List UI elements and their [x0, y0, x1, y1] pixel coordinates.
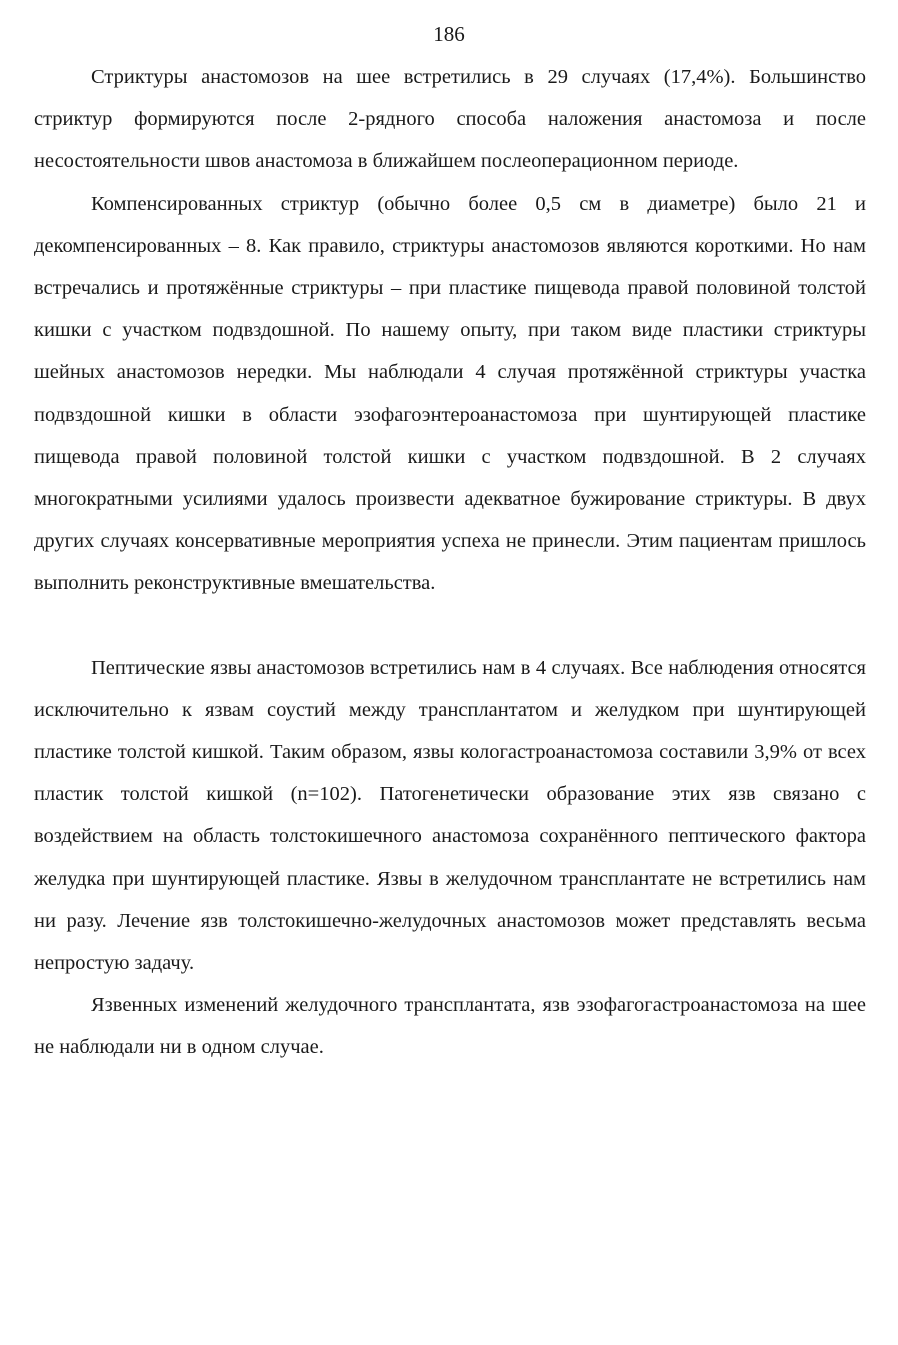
paragraph-ulcer-changes: Язвенных изменений желудочного трансплантата, язв эзофагогастроанастомоза на шее не наблюдали ни в одном случае. [34, 994, 866, 1059]
text-body [34, 56, 866, 1069]
page-number: 186 [433, 22, 465, 46]
paragraph-strictures: Стриктуры анастомозов на шее встретились в 29 случаях (17,4%). Большинство стриктур формируются после 2-рядного способа наложения анастомоза и после несостоятельности швов анастомоза в ближайшем послеоперационном периоде. [34, 66, 866, 173]
paragraph-peptic-ulcers: Пептические язвы анастомозов встретились нам в 4 случаях. Все наблюдения относятся исключительно к язвам соустий между трансплантатом и желудком при шунтирующей пластике толстой кишкой. Таким образом, язвы кологастроанастомоза составили 3,9% от всех пластик толстой кишкой (n=102). Патогенетически образование этих язв связано с воздействием на область толстокишечного анастомоза сохранённого пептического фактора желудка при шунтирующей пластике. Язвы в желудочном трансплантате не встретились нам ни разу. Лечение язв толстокишечно-желудочных анастомозов может представлять весьма непростую задачу. [34, 656, 866, 975]
paragraph-compensated-strictures: Компенсированных стриктур (обычно более 0,5 см в диаметре) было 21 и декомпенсированных – 8. Как правило, стриктуры анастомозов являются короткими. Но нам встречались и протяжённые стриктуры – при пластике пищевода правой половиной толстой кишки с участком подвздошной. По нашему опыту, при таком виде пластики стриктуры шейных анастомозов нередки. Мы наблюдали 4 случая протяжённой стриктуры участка подвздошной кишки в области эзофагоэнтероанастомоза при шунтирующей пластике пищевода правой половиной толстой кишки с участком подвздошной. В 2 случаях многократными усилиями удалось произвести адекватное бужирование стриктуры. В двух других случаях консервативные мероприятия успеха не принесли. Этим пациентам пришлось выполнить реконструктивные вмешательства. [34, 192, 866, 595]
